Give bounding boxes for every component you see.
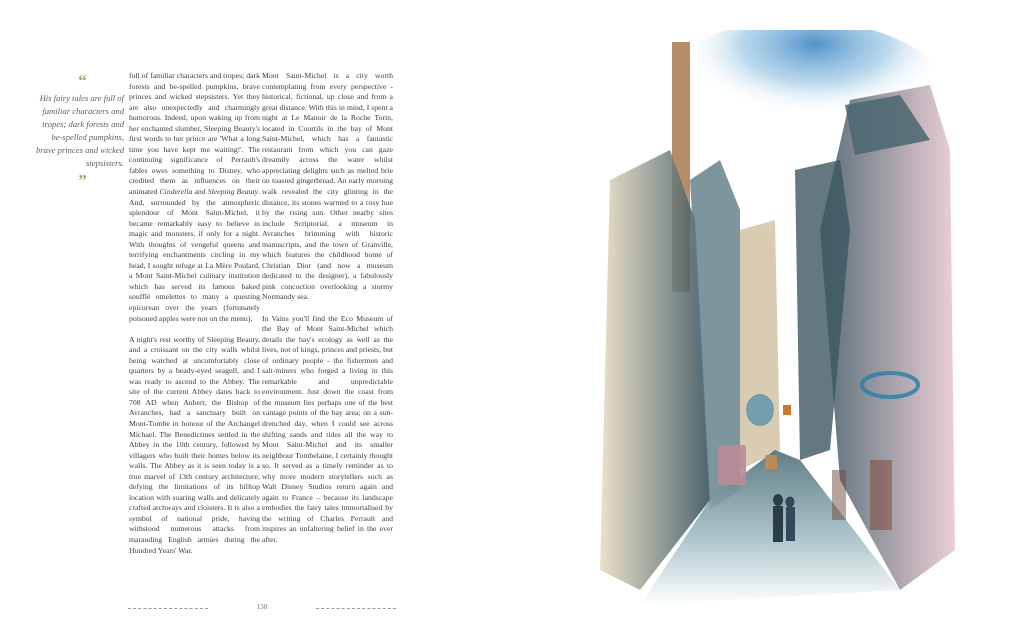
text-run: . And, surrounded by the atmospheric splendour of Mont Saint-Michel, it became remarkably easy to believe in magic and monsters, if only for a night. With thoughts of vengeful queens and terrifying enchantments circling in my head, I sought refuge at La Mère Poulard, a Mont Saint-Michel culinary institution which has served its famous baked soufflé omelettes to many a questing epicurean over the years (fortunately poisoned apples were not on the menu). [129, 187, 260, 323]
paragraph: In Vains you'll find the Eco Museum of the Bay of Mont Saint-Michel which details the bay's ecology as well as the lives, not of kings, princes and priests, but of ordinary people - the fishermen and salt-miners who forged a living in this remarkable and unpredictable environment. Just down the coast from the museum lies perhaps one of the best vantage points of the bay area; on a sun-drenched day, when I could see across shifting sands and tides all the way to Mont Saint-Michel and its smaller neighbour Tombelaine, I certainly thought so. It served as a timely reminder as to why more modern storytellers such as Walt Disney Studios return again and again to France – because its landscape embodies the fairy tales immortalised by the writing of Charles Perrault and inspires an unfaltering belief in the ever after. [262, 313, 393, 545]
text-column-2 [262, 71, 393, 556]
page-number: 138 [256, 603, 268, 611]
text-column-1 [129, 71, 260, 567]
title-sleeping-beauty: Sleeping Beauty [207, 187, 259, 197]
pull-quote [30, 71, 124, 190]
page-footer [128, 603, 396, 613]
pull-quote-text: His fairy tales are full of familiar characters and tropes; dark forests and be-spelled pumpkins, brave princes and wicked stepsisters. [35, 93, 124, 168]
text-run: and [192, 187, 208, 197]
footer-rule-right [316, 608, 396, 609]
watercolor-street-illustration [600, 30, 960, 620]
paragraph: Mont Saint-Michel is a city worth contemplating from every perspective - historical, fictional, up close and from a great distance. With this in mind, I spent a night at Le Manoir de la Roche Torin, located in Courtils in the bay of Mont Saint-Michel, which has a fantastic restaurant from which you can gaze dreamily across the water whilst appreciating delights such as melted brie on toasted gingerbread. An early morning walk revealed the city glinting in the distance, its stones warmed to a rosy hue by the rising sun. Other nearby sites include Scriptorial, a museum in Avranches brimming with historic manuscripts, and the town of Granville, which features the childhood home of Christian Dior (and now a museum dedicated to the designer), a fabulously pink concoction overlooking a stormy Normandy sea. [262, 71, 393, 302]
paragraph [129, 71, 260, 324]
close-quote-icon: ” [78, 171, 86, 190]
text-run: full of familiar characters and tropes; dark forests and be-spelled pumpkins, brave princes and wicked stepsisters. Yet they are also unexpectedly and charmingly humorous. Indeed, upon waking up from her enchanted slumber, Sleeping Beauty's first words to her prince are 'What a long time you have kept me waiting!'. The continuing significance of Perrault's fables owes something to Disney, who credited them as influences on their animated [129, 71, 260, 197]
paragraph: A night's rest worthy of Sleeping Beauty, and a croissant on the city walls whilst being watched at uncomfortably close quarters by a beady-eyed seagull, and I was ready to ascend to the Abbey. The site of the current Abbey dates back to 708 AD when Aubert, the Bishop of Avranches, had a sanctuary built on Mont-Tombe in honour of the Archangel Michael. The Benedictines settled in the Abbey in the 10th century, followed by villagers who built their homes below its walls. The Abbey as it is seen today is a true marvel of 13th century architecture, defying the limitations of its hilltop location with soaring walls and delicately crafted archways and cloisters. It is also a symbol of national pride, having withstood numerous attacks from marauding English armies during the Hundred Years' War. [129, 334, 260, 555]
open-quote-icon: “ [78, 71, 86, 90]
title-cinderella: Cinderella [159, 187, 193, 197]
